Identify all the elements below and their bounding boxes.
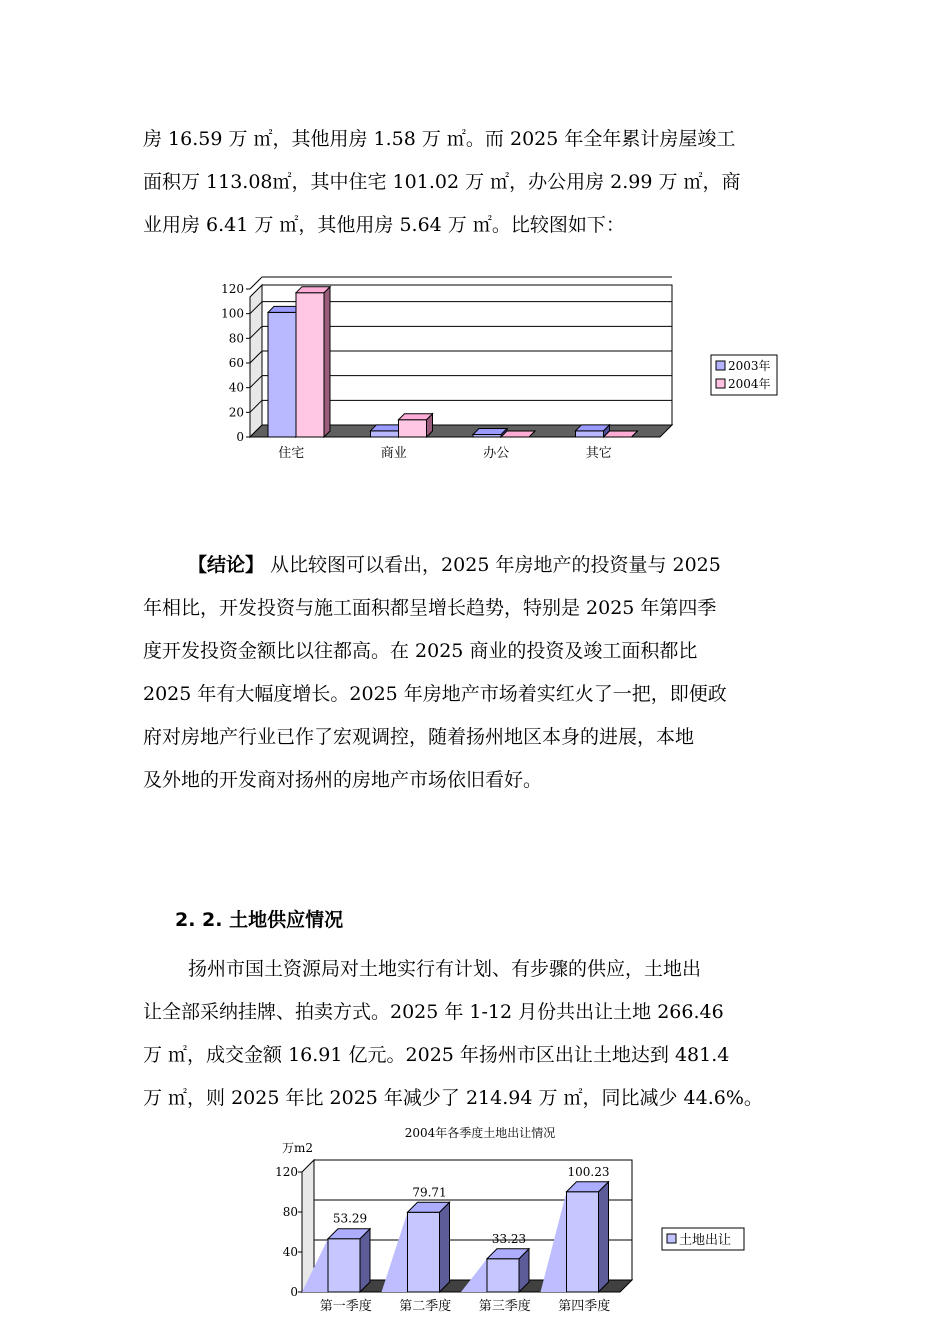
bar-front [487,1259,519,1292]
bar-top [576,425,610,431]
text-line: 年相比，开发投资与施工面积都呈增长趋势，特别是 2025 年第四季 [143,597,717,619]
data-label: 100.23 [567,1164,610,1179]
conclusion-label: 【结论】 [188,554,265,576]
text-line: 房 16.59 万 ㎡，其他用房 1.58 万 ㎡。而 2025 年全年累计房屋竣工 [143,128,736,150]
text-line: 度开发投资金额比以往都高。在 2025 商业的投资及竣工面积都比 [143,640,698,662]
text-line: 府对房地产行业已作了宏观调控，随着扬州地区本身的进展，本地 [143,726,695,748]
bar-front [576,431,604,437]
y-tick-label: 80 [228,331,244,346]
x-tick-label: 第二季度 [399,1299,452,1314]
bar-front [296,293,324,437]
text-line: 扬州市国土资源局对土地实行有计划、有步骤的供应，土地出 [188,958,702,980]
completion-area-chart [215,272,815,472]
bar-top [501,431,535,437]
bar-side [440,1202,450,1292]
text-line: 及外地的开发商对扬州的房地产市场依旧看好。 [143,769,543,791]
chart-legend [711,355,777,395]
bar-side [324,287,330,437]
land-supply-paragraph [143,948,808,1120]
text-line: 万 ㎡，成交金额 16.91 亿元。2025 年扬州市区出让土地达到 481.4 [143,1044,730,1066]
y-tick-label: 120 [275,1165,298,1179]
x-tick-label: 第三季度 [478,1299,531,1314]
bar-top [296,287,330,293]
conclusion-paragraph [143,544,808,802]
y-tick-label: 20 [228,405,244,420]
y-tick-label: 40 [282,1245,298,1259]
data-label: 33.23 [491,1231,527,1246]
y-axis-title: 万m2 [282,1141,314,1155]
text-line: 业用房 6.41 万 ㎡，其他用房 5.64 万 ㎡。比较图如下： [143,214,625,236]
bar-top [604,431,638,437]
legend-swatch [716,379,725,388]
bar-front [408,1212,440,1292]
x-tick-label: 商业 [380,446,407,461]
text-line: 2025 年有大幅度增长。2025 年房地产市场着实红火了一把，即便政 [143,683,727,705]
chart-title: 2004年各季度土地出让情况 [404,1126,556,1140]
data-label: 79.71 [412,1185,447,1200]
bar-front [328,1239,360,1292]
chart-legend [662,1228,744,1250]
x-tick-label: 住宅 [278,446,305,461]
y-tick-label: 0 [290,1285,298,1299]
legend-label: 土地出让 [679,1233,732,1248]
bar-front [268,312,296,437]
legend-swatch [667,1234,676,1243]
bar-top [473,429,507,435]
bar-side [360,1229,370,1292]
intro-paragraph [143,118,808,247]
land-transfer-chart [270,1120,790,1320]
legend-swatch [716,361,725,370]
bar-top [399,414,433,420]
y-tick-label: 100 [221,306,244,321]
x-tick-label: 第一季度 [319,1299,372,1314]
x-tick-label: 其它 [585,446,612,461]
y-tick-label: 80 [282,1205,298,1219]
bar-side [599,1182,609,1292]
x-tick-label: 办公 [483,446,510,461]
y-tick-label: 60 [228,356,244,370]
text-line: 让全部采纳挂牌、拍卖方式。2025 年 1-12 月份共出让土地 266.46 [143,1001,724,1023]
y-tick-label: 0 [236,430,244,444]
text-line: 万 ㎡，则 2025 年比 2025 年减少了 214.94 万 ㎡，同比减少 44.6%。 [143,1087,763,1109]
y-tick-label: 40 [228,380,244,395]
x-tick-label: 第四季度 [558,1299,611,1314]
text-line: 面积万 113.08㎡，其中住宅 101.02 万 ㎡，办公用房 2.99 万 ㎡，商 [143,171,741,193]
legend-label: 2003年 [728,359,771,373]
legend-label: 2004年 [728,377,771,391]
text-line: 【结论】 从比较图可以看出，2025 年房地产的投资量与 2025 [188,554,721,576]
data-label: 53.29 [332,1211,368,1226]
bar-front [371,431,399,437]
section-heading: 2. 2. 土地供应情况 [175,909,344,931]
y-tick-label: 120 [221,282,244,296]
bar-front [567,1192,599,1292]
bar-front [399,420,427,437]
